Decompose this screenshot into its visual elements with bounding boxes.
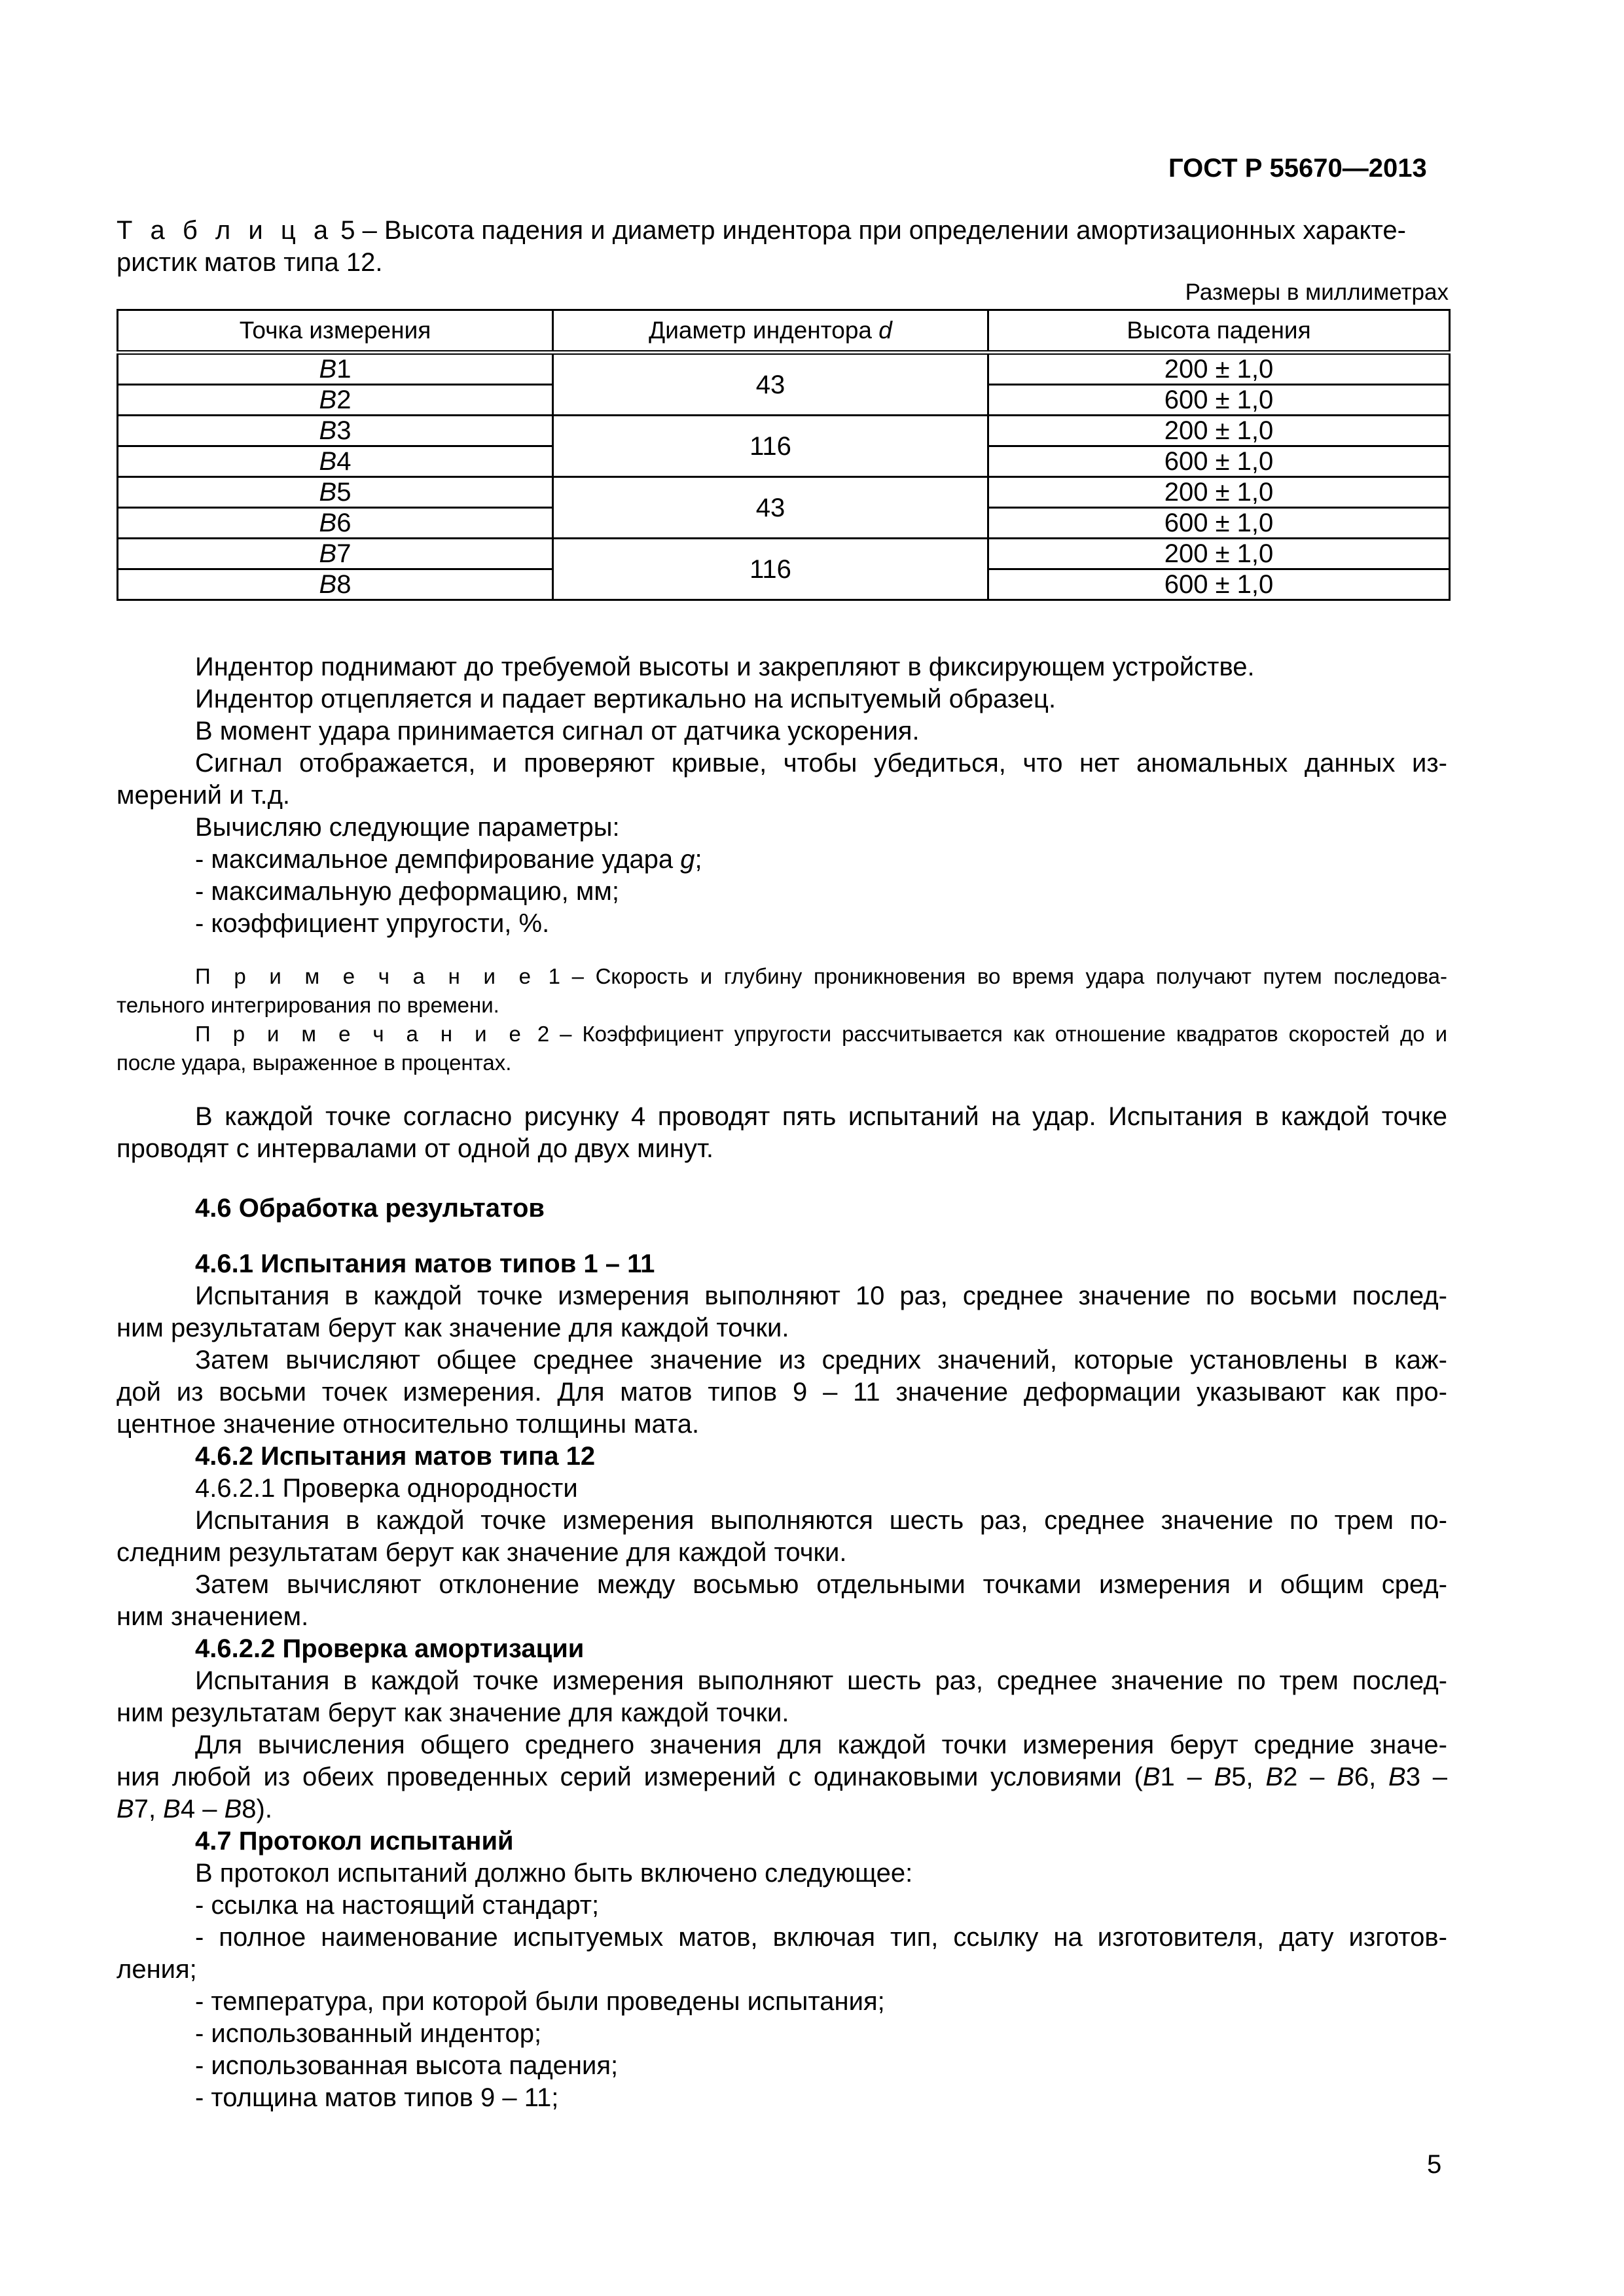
subsection-title: 4.6.2.2 Проверка амортизации — [195, 1634, 585, 1663]
cell-height: 600 ± 1,0 — [988, 569, 1450, 600]
col-header-height: Высота падения — [988, 310, 1450, 353]
units-note: Размеры в миллиметрах — [1185, 279, 1449, 305]
subsection-title: 4.6.1 Испытания матов типов 1 – 11 — [195, 1249, 655, 1278]
table-header-row — [118, 310, 1450, 353]
cell-height: 600 ± 1,0 — [988, 385, 1450, 416]
cell-point: B2 — [118, 385, 553, 416]
drop-height-table — [117, 309, 1451, 601]
cell-diameter: 43 — [553, 477, 988, 539]
body-paragraph: Индентор отцепляется и падает вертикально на испытуемый образец. — [195, 685, 1056, 713]
body-paragraph: В протокол испытаний должно быть включено следующее: — [195, 1859, 913, 1888]
table-caption — [117, 215, 1447, 279]
cell-height: 600 ± 1,0 — [988, 508, 1450, 539]
cell-point: B8 — [118, 569, 553, 600]
body-paragraph: Испытания в каждой точке измерения выполняют шесть раз, среднее значение по трем послед- ним результатам берут как значение для каждой точки. — [117, 1666, 1447, 1727]
subsection-title: 4.6.2 Испытания матов типа 12 — [195, 1442, 596, 1471]
cell-height: 200 ± 1,0 — [988, 477, 1450, 508]
body-paragraph: Индентор поднимают до требуемой высоты и закрепляют в фиксирующем устройстве. — [195, 653, 1255, 681]
table-row — [118, 539, 1450, 569]
body-paragraph: Испытания в каждой точке измерения выполняются шесть раз, среднее значение по трем по- следним результатам берут как значение для каждой точки. — [117, 1506, 1447, 1567]
note-2: П р и м е ч а н и е 2 – Коэффициент упругости рассчитывается как отношение квадратов скоростей до и после удара, выраженное в процентах. — [117, 1022, 1448, 1075]
body-paragraph: Для вычисления общего среднего значения для каждой точки измерения берут средние значе- ния любой из обеих проведенных серий измерений с одинаковыми условиями (B1 – B5, B2 – B6, B3 – B7, B4 – B8). — [117, 1731, 1448, 1823]
list-item: - максимальное демпфирование удара g; — [195, 845, 702, 874]
list-item: - коэффициент упругости, %. — [195, 909, 550, 938]
col-header-diameter: Диаметр индентора d — [553, 310, 988, 353]
body-paragraph: Сигнал отображается, и проверяют кривые, чтобы убедиться, что нет аномальных данных из- мерений и т.д. — [117, 749, 1447, 810]
subsection-title: 4.6.2.1 Проверка однородности — [195, 1474, 578, 1503]
caption-label: Т а б л и ц а — [117, 216, 334, 245]
cell-height: 200 ± 1,0 — [988, 539, 1450, 569]
section-title: 4.6 Обработка результатов — [195, 1194, 545, 1223]
list-item: - максимальную деформацию, мм; — [195, 877, 619, 906]
body-paragraph: В каждой точке согласно рисунку 4 проводят пять испытаний на удар. Испытания в каждой точке проводят с интервалами от одной до двух минут. — [117, 1102, 1447, 1163]
cell-diameter: 43 — [553, 353, 988, 416]
page-number: 5 — [1427, 2150, 1442, 2179]
list-item: - ссылка на настоящий стандарт; — [195, 1891, 600, 1920]
cell-height: 200 ± 1,0 — [988, 416, 1450, 446]
body-paragraph: В момент удара принимается сигнал от датчика ускорения. — [195, 717, 920, 745]
list-item: - использованный индентор; — [195, 2019, 542, 2048]
cell-point: B5 — [118, 477, 553, 508]
col-header-point: Точка измерения — [118, 310, 553, 353]
cell-diameter: 116 — [553, 539, 988, 600]
body-paragraph: Испытания в каждой точке измерения выполняют 10 раз, среднее значение по восьми послед- ним результатам берут как значение для каждой точки. — [117, 1282, 1447, 1342]
section-title: 4.7 Протокол испытаний — [195, 1827, 514, 1856]
body-paragraph: Затем вычисляют общее среднее значение из средних значений, которые установлены в каж- дой из восьми точек измерения. Для матов типов 9 – 11 значение деформации указывают как про- центное значение относительно толщины мата. — [117, 1346, 1447, 1439]
cell-height: 600 ± 1,0 — [988, 446, 1450, 477]
cell-diameter: 116 — [553, 416, 988, 477]
table-row — [118, 416, 1450, 446]
caption-text-line1: 5 – Высота падения и диаметр индентора при определении амортизационных характе- — [340, 216, 1406, 245]
note-1: П р и м е ч а н и е 1 – Скорость и глубину проникновения во время удара получают путем последова- тельного интегрирования по времени. — [117, 964, 1448, 1017]
document-code: ГОСТ Р 55670—2013 — [1168, 154, 1427, 183]
cell-point: B1 — [118, 353, 553, 385]
cell-height: 200 ± 1,0 — [988, 353, 1450, 385]
cell-point: B6 — [118, 508, 553, 539]
cell-point: B4 — [118, 446, 553, 477]
body-paragraph: Затем вычисляют отклонение между восьмью отдельными точками измерения и общим сред- ним значением. — [117, 1570, 1447, 1631]
cell-point: B7 — [118, 539, 553, 569]
list-item: - полное наименование испытуемых матов, включая тип, ссылку на изготовителя, дату изготов- ления; — [117, 1923, 1447, 1984]
list-item: - температура, при которой были проведены испытания; — [195, 1987, 885, 2016]
cell-point: B3 — [118, 416, 553, 446]
table-row — [118, 353, 1450, 385]
table-row — [118, 477, 1450, 508]
list-item: - толщина матов типов 9 – 11; — [195, 2083, 559, 2112]
list-item: - использованная высота падения; — [195, 2051, 619, 2080]
caption-text-line2: ристик матов типа 12. — [117, 248, 383, 277]
body-paragraph: Вычисляю следующие параметры: — [195, 813, 620, 842]
